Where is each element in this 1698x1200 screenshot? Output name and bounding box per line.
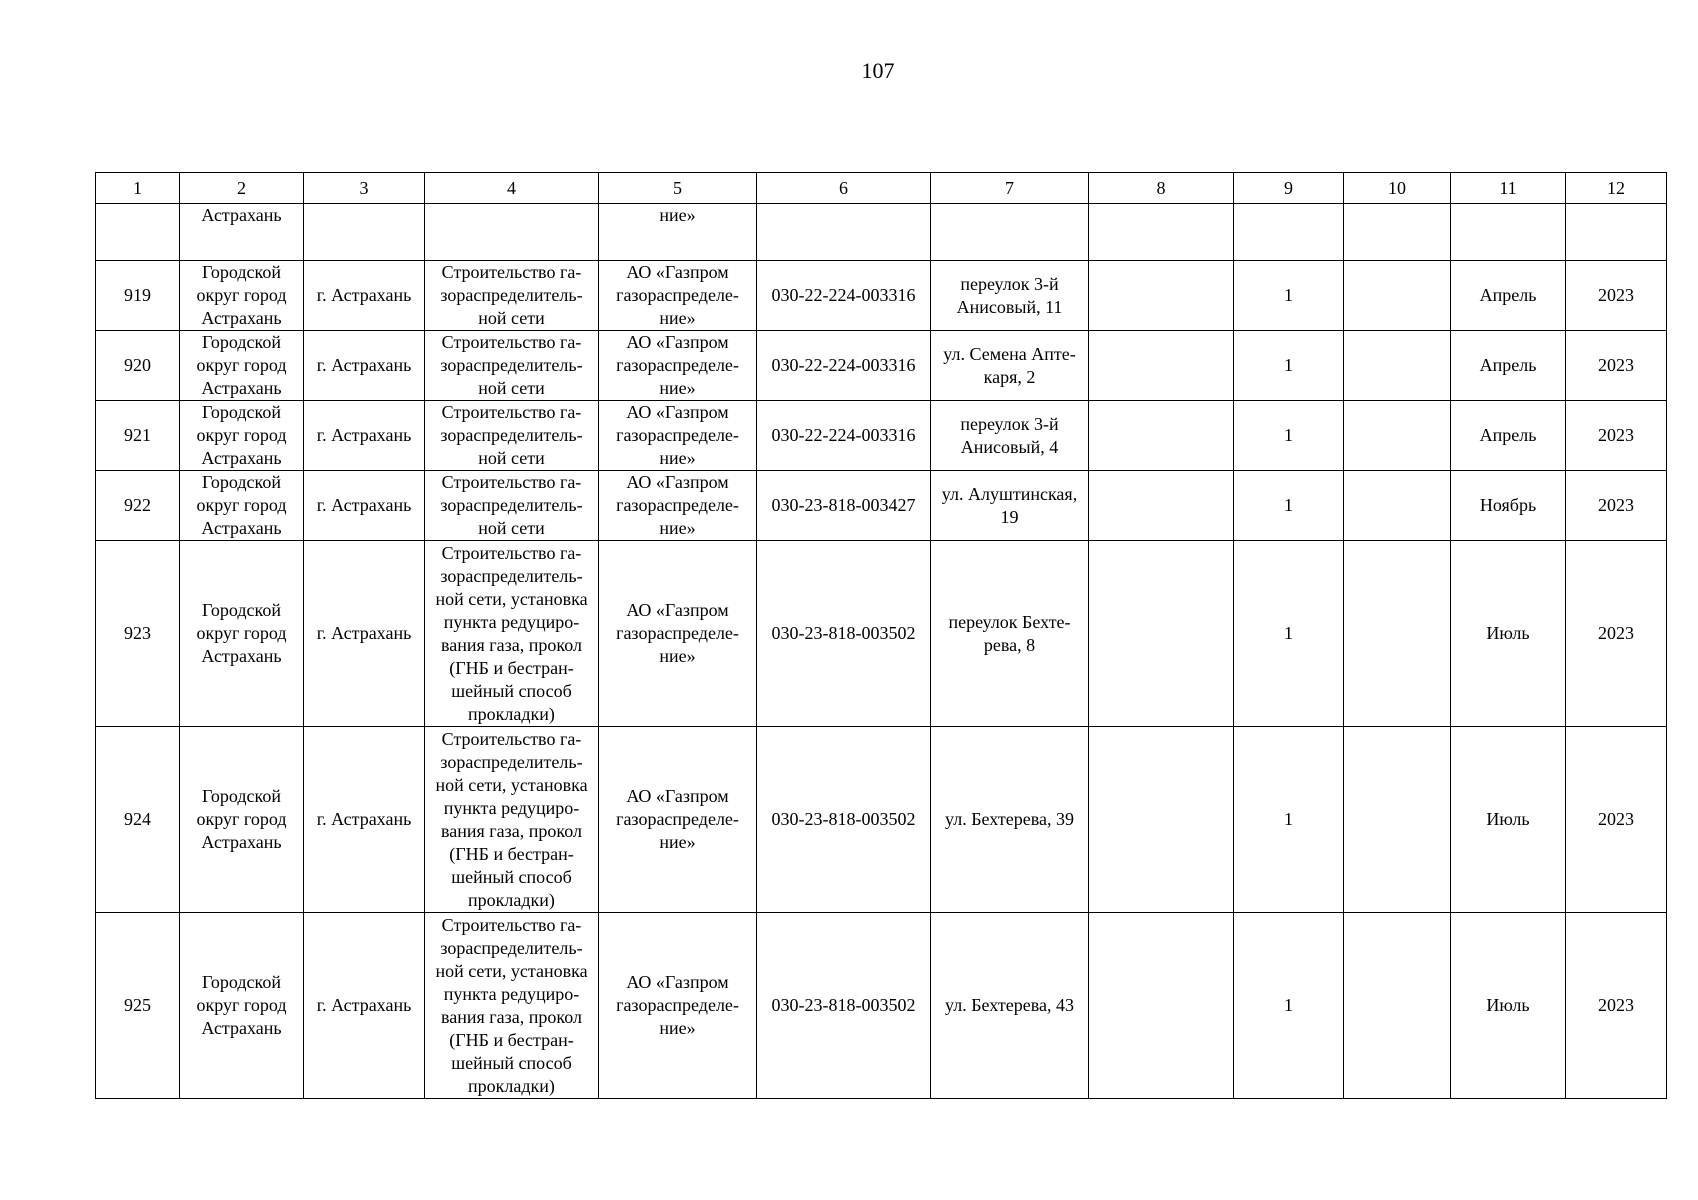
table-cell: Апрель <box>1451 331 1566 401</box>
table-cell <box>1451 204 1566 261</box>
table-row <box>96 541 1667 727</box>
table-cell: 920 <box>96 331 180 401</box>
table-cell <box>1344 204 1451 261</box>
table-cell: ул. Семена Апте- каря, 2 <box>931 331 1089 401</box>
column-header: 12 <box>1566 173 1667 204</box>
table-cell: 921 <box>96 401 180 471</box>
table-row <box>96 727 1667 913</box>
column-header: 1 <box>96 173 180 204</box>
table-cell: г. Астрахань <box>304 331 425 401</box>
table-cell: Строительство га- зораспределитель- ной сети <box>425 261 599 331</box>
table-cell: Апрель <box>1451 261 1566 331</box>
column-header: 8 <box>1089 173 1234 204</box>
data-table <box>95 172 1667 1099</box>
table-cell: 1 <box>1234 401 1344 471</box>
column-header: 6 <box>757 173 931 204</box>
table-cell <box>1089 913 1234 1099</box>
table-cell: Городской округ город Астрахань <box>180 727 304 913</box>
table-cell: 1 <box>1234 471 1344 541</box>
table-cell: 030-23-818-003502 <box>757 913 931 1099</box>
table-cell: 030-22-224-003316 <box>757 401 931 471</box>
table-cell <box>1566 204 1667 261</box>
column-header: 9 <box>1234 173 1344 204</box>
table-cell: АО «Газпром газораспределе- ние» <box>599 541 757 727</box>
table-cell <box>1344 727 1451 913</box>
table-cell: Городской округ город Астрахань <box>180 541 304 727</box>
table-cell <box>1089 204 1234 261</box>
table-cell: Городской округ город Астрахань <box>180 331 304 401</box>
table-cell: 030-22-224-003316 <box>757 331 931 401</box>
table-cell: 922 <box>96 471 180 541</box>
table-cell: 1 <box>1234 261 1344 331</box>
table-cell: 2023 <box>1566 401 1667 471</box>
table-cell: Строительство га- зораспределитель- ной сети, установка пункта редуциро- вания газа, прокол (ГНБ и бестран- шейный способ прокладки) <box>425 541 599 727</box>
header-row <box>96 173 1667 204</box>
table-cell: г. Астрахань <box>304 541 425 727</box>
table-cell: г. Астрахань <box>304 471 425 541</box>
table-cell: Строительство га- зораспределитель- ной сети <box>425 471 599 541</box>
table-cell: 030-23-818-003427 <box>757 471 931 541</box>
table-cell: Строительство га- зораспределитель- ной сети, установка пункта редуциро- вания газа, прокол (ГНБ и бестран- шейный способ прокладки) <box>425 913 599 1099</box>
table-cell: г. Астрахань <box>304 401 425 471</box>
table-cell: ние» <box>599 204 757 261</box>
table-cell <box>757 204 931 261</box>
table-cell <box>1089 401 1234 471</box>
table-cell: АО «Газпром газораспределе- ние» <box>599 471 757 541</box>
table-cell: 2023 <box>1566 541 1667 727</box>
table-cell: Городской округ город Астрахань <box>180 471 304 541</box>
table-row <box>96 913 1667 1099</box>
table-cell: 2023 <box>1566 913 1667 1099</box>
table-cell: 1 <box>1234 727 1344 913</box>
table-cell: Городской округ город Астрахань <box>180 913 304 1099</box>
table-cell <box>1089 471 1234 541</box>
table-cell: 919 <box>96 261 180 331</box>
table-row <box>96 471 1667 541</box>
table-cell: ул. Бехтерева, 43 <box>931 913 1089 1099</box>
table-row <box>96 331 1667 401</box>
table-cell: 925 <box>96 913 180 1099</box>
table-cell: 1 <box>1234 541 1344 727</box>
column-header: 7 <box>931 173 1089 204</box>
page-number: 107 <box>861 58 895 83</box>
table-cell <box>1089 727 1234 913</box>
column-header: 11 <box>1451 173 1566 204</box>
table-cell <box>1344 913 1451 1099</box>
table-cell: г. Астрахань <box>304 261 425 331</box>
table-cell: Ноябрь <box>1451 471 1566 541</box>
table-cell: 030-23-818-003502 <box>757 727 931 913</box>
table-cell: Городской округ город Астрахань <box>180 261 304 331</box>
table-cell: 2023 <box>1566 331 1667 401</box>
table-cell: Строительство га- зораспределитель- ной сети <box>425 331 599 401</box>
table-cell <box>96 204 180 261</box>
table-cell: АО «Газпром газораспределе- ние» <box>599 401 757 471</box>
table-cell: 2023 <box>1566 727 1667 913</box>
table-cell: Июль <box>1451 727 1566 913</box>
table-cell: ул. Алуштинская, 19 <box>931 471 1089 541</box>
continuation-row <box>96 204 1667 261</box>
table-cell: Строительство га- зораспределитель- ной сети <box>425 401 599 471</box>
table-cell <box>1344 471 1451 541</box>
table-cell: переулок 3-й Анисовый, 11 <box>931 261 1089 331</box>
table-cell <box>931 204 1089 261</box>
table-cell: Строительство га- зораспределитель- ной сети, установка пункта редуциро- вания газа, прокол (ГНБ и бестран- шейный способ прокладки) <box>425 727 599 913</box>
table-cell <box>1344 261 1451 331</box>
table-row <box>96 401 1667 471</box>
table-cell: Астрахань <box>180 204 304 261</box>
table-cell <box>1344 401 1451 471</box>
table-cell <box>1089 541 1234 727</box>
table-cell <box>425 204 599 261</box>
table-cell: 1 <box>1234 331 1344 401</box>
table-row <box>96 261 1667 331</box>
table-cell: г. Астрахань <box>304 913 425 1099</box>
table-cell: АО «Газпром газораспределе- ние» <box>599 331 757 401</box>
table-cell: АО «Газпром газораспределе- ние» <box>599 727 757 913</box>
table-cell: 2023 <box>1566 471 1667 541</box>
table-cell: 924 <box>96 727 180 913</box>
table-cell: г. Астрахань <box>304 727 425 913</box>
table-cell <box>1089 331 1234 401</box>
table-cell: Июль <box>1451 913 1566 1099</box>
column-header: 10 <box>1344 173 1451 204</box>
table-cell: переулок 3-й Анисовый, 4 <box>931 401 1089 471</box>
table-cell: переулок Бехте- рева, 8 <box>931 541 1089 727</box>
column-header: 5 <box>599 173 757 204</box>
table-cell: 1 <box>1234 913 1344 1099</box>
table-cell <box>1089 261 1234 331</box>
table-cell: ул. Бехтерева, 39 <box>931 727 1089 913</box>
table-cell <box>1344 541 1451 727</box>
table-cell: Апрель <box>1451 401 1566 471</box>
table-cell: Июль <box>1451 541 1566 727</box>
column-header: 2 <box>180 173 304 204</box>
column-header: 3 <box>304 173 425 204</box>
table-cell <box>1234 204 1344 261</box>
table-cell: Городской округ город Астрахань <box>180 401 304 471</box>
table-cell <box>304 204 425 261</box>
table-cell: АО «Газпром газораспределе- ние» <box>599 261 757 331</box>
table-cell: АО «Газпром газораспределе- ние» <box>599 913 757 1099</box>
table-cell: 923 <box>96 541 180 727</box>
table-cell <box>1344 331 1451 401</box>
table-cell: 030-22-224-003316 <box>757 261 931 331</box>
table-cell: 2023 <box>1566 261 1667 331</box>
column-header: 4 <box>425 173 599 204</box>
table-cell: 030-23-818-003502 <box>757 541 931 727</box>
